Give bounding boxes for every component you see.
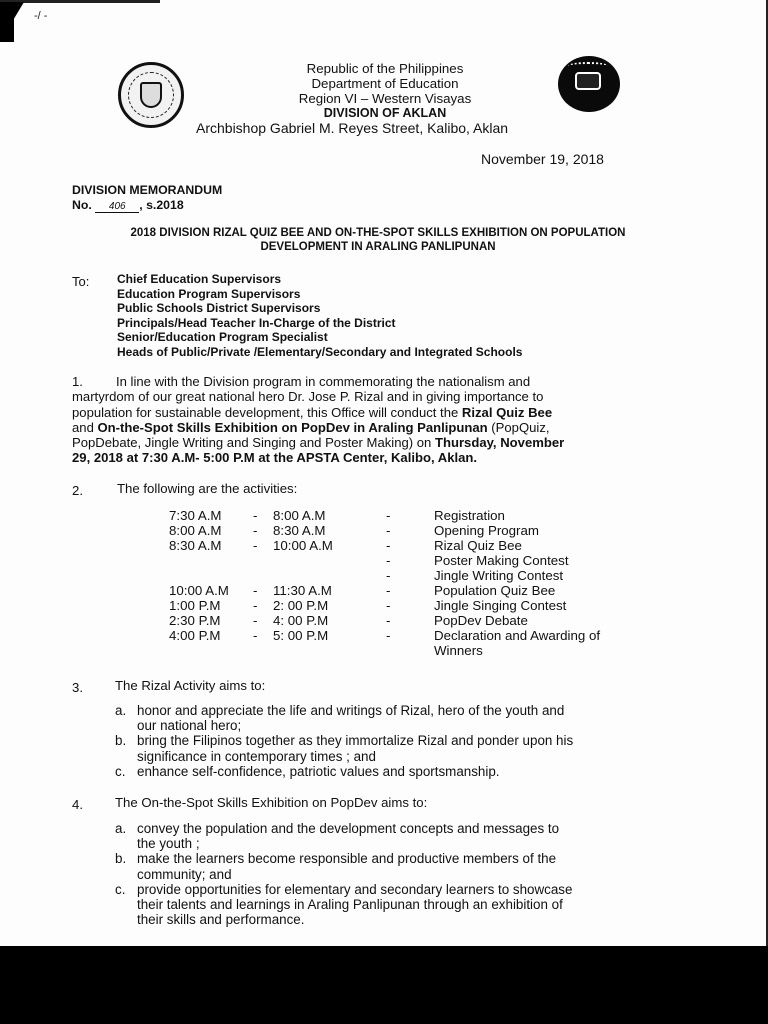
schedule-row (160, 583, 660, 598)
recipient: Chief Education Supervisors (117, 272, 282, 286)
schedule-row (160, 628, 660, 643)
schedule-dash: - (386, 538, 391, 553)
paragraph-1-text: and (72, 419, 98, 435)
header-republic: Republic of the Philippines (306, 61, 464, 76)
paragraph-1-bold: On-the-Spot Skills Exhibition on PopDev in Araling Panlipunan (97, 419, 488, 435)
schedule-row (160, 553, 660, 568)
deped-seal-icon (118, 62, 184, 128)
schedule-row (160, 508, 660, 523)
paragraph-1-text: population for sustainable development, this Office will conduct the (72, 404, 462, 420)
list-item-line: our national hero; (137, 718, 242, 734)
schedule-end: 5: 00 P.M (273, 628, 329, 643)
list-item-line: enhance self-confidence, patriotic values and sportsmanship. (137, 763, 500, 779)
list-item-letter: b. (115, 851, 127, 867)
header-region: Region VI – Western Visayas (298, 91, 472, 106)
memo-number-value: 406 (95, 201, 139, 213)
schedule-dash: - (253, 628, 258, 643)
schedule-dash: - (386, 523, 391, 538)
recipient: Heads of Public/Private /Elementary/Secondary and Integrated Schools (117, 344, 523, 359)
list-item-line: significance in contemporary times ; and (137, 748, 376, 764)
schedule-end: 2: 00 P.M (273, 598, 329, 613)
paragraph-1-text: (PopQuiz, (487, 419, 550, 435)
schedule-row (160, 538, 660, 553)
paragraph-1-text: In line with the Division program in commemorating the nationalism and (116, 374, 531, 389)
popdev-aims-list (115, 821, 685, 927)
memo-series: , s.2018 (139, 198, 184, 212)
list-item-line: community; and (137, 866, 232, 882)
list-item-line: make the learners become responsible and productive members of the (137, 851, 557, 867)
recipients-list (117, 272, 522, 360)
schedule-activity: Opening Program (434, 523, 539, 538)
schedule-activity: Poster Making Contest (434, 553, 569, 568)
schedule-activity: Population Quiz Bee (434, 583, 556, 598)
schedule-start: 8:30 A.M (169, 538, 222, 553)
rizal-aims-list (115, 703, 685, 779)
schedule-dash: - (386, 628, 391, 643)
scan-corner-triangle (0, 2, 24, 42)
header-department: Department of Education (311, 76, 459, 91)
list-item-line: the youth ; (137, 836, 200, 852)
list-item (115, 851, 685, 881)
seal-shield-icon (140, 82, 162, 108)
list-item-letter: b. (115, 733, 127, 749)
recipient: Public Schools District Supervisors (117, 301, 321, 316)
paragraph-3-number: 3. (72, 680, 83, 695)
recipient: Senior/Education Program Specialist (117, 330, 328, 345)
schedule-dash: - (253, 538, 258, 553)
list-item-line: honor and appreciate the life and writings of Rizal, hero of the youth and (137, 703, 565, 718)
paragraph-1-bold: 29, 2018 at 7:30 A.M- 5:00 P.M at the APSTA Center, Kalibo, Aklan. (72, 450, 478, 466)
paragraph-1-line (72, 435, 684, 450)
memo-title: DIVISION MEMORANDUM (72, 183, 223, 197)
list-item (115, 882, 685, 928)
list-item-line: their skills and performance. (137, 912, 305, 928)
memo-number-label: No. (72, 198, 92, 212)
schedule-end: 8:30 A.M (273, 523, 326, 538)
list-item (115, 821, 685, 851)
schedule-activity: Jingle Singing Contest (434, 598, 567, 613)
paragraph-1-line (72, 450, 684, 465)
recipient: Principals/Head Teacher In-Charge of the District (117, 315, 396, 330)
schedule-end: 10:00 A.M (273, 538, 333, 553)
list-item-letter: a. (115, 703, 127, 718)
schedule-dash: - (386, 613, 391, 628)
paragraph-1-number: 1. (72, 374, 83, 389)
schedule-start: 8:00 A.M (169, 523, 222, 538)
list-item-letter: c. (115, 881, 126, 897)
scribble-mark: -/ - (34, 10, 48, 22)
list-item (115, 764, 685, 779)
schedule-dash: - (253, 598, 258, 613)
schedule-start: 1:00 P.M (169, 598, 221, 613)
list-item (115, 703, 685, 733)
to-label: To: (72, 274, 90, 289)
schedule-activity: Registration (434, 508, 505, 523)
schedule-dash: - (386, 553, 391, 568)
schedule-start: 4:00 P.M (169, 628, 221, 643)
list-item-line: convey the population and the development concepts and messages to (137, 821, 560, 836)
scan-edge-line (0, 0, 160, 3)
schedule-activity: Rizal Quiz Bee (434, 538, 522, 553)
paragraph-1 (72, 374, 684, 466)
recipient: Education Program Supervisors (117, 286, 301, 301)
schedule-dash: - (386, 598, 391, 613)
paragraph-2-text: The following are the activities: (117, 481, 298, 496)
list-item (115, 733, 685, 763)
paragraph-1-text: PopDebate, Jingle Writing and Singing and Poster Making) on (72, 435, 435, 451)
schedule-end: 11:30 A.M (273, 583, 332, 598)
schedule-dash: - (253, 523, 258, 538)
paragraph-1-line (72, 374, 684, 389)
schedule-activity: Winners (434, 643, 483, 658)
schedule-end: 4: 00 P.M (273, 613, 329, 628)
memo-date: November 19, 2018 (481, 151, 604, 167)
paragraph-3-text: The Rizal Activity aims to: (115, 678, 266, 693)
list-item-letter: c. (115, 763, 126, 779)
paragraph-4-text: The On-the-Spot Skills Exhibition on PopDev aims to: (115, 795, 428, 810)
subject-line-2: DEVELOPMENT IN ARALING PANLIPUNAN (260, 241, 496, 253)
schedule-start: 10:00 A.M (169, 583, 229, 598)
scan-bottom-band (0, 946, 768, 1024)
schedule-row (160, 613, 660, 628)
schedule-row (160, 568, 660, 583)
schedule-row (160, 598, 660, 613)
schedule-start: 2:30 P.M (169, 613, 221, 628)
schedule-dash: - (253, 583, 258, 598)
subject-line-1: 2018 DIVISION RIZAL QUIZ BEE AND ON-THE-SPOT SKILLS EXHIBITION ON POPULATION (130, 227, 626, 239)
schedule-activity: Declaration and Awarding of (434, 628, 601, 643)
paragraph-1-line (72, 420, 684, 435)
schedule-start: 7:30 A.M (169, 508, 222, 523)
list-item-letter: a. (115, 821, 127, 836)
list-item-line: their talents and learnings in Araling Panlipunan through an exhibition of (137, 897, 563, 913)
schedule-dash: - (386, 568, 391, 583)
header-division: DIVISION OF AKLAN (323, 106, 447, 120)
paragraph-1-line (72, 405, 684, 420)
schedule-dash: - (386, 508, 391, 523)
paragraph-4-number: 4. (72, 797, 83, 812)
schedule-row (160, 523, 660, 538)
paragraph-1-line: martyrdom of our great national hero Dr. Jose P. Rizal and in giving importance to (72, 389, 544, 405)
schedule-activity: PopDev Debate (434, 613, 528, 628)
paragraph-1-bold: Rizal Quiz Bee (461, 404, 553, 420)
schedule-table (160, 508, 660, 658)
schedule-end: 8:00 A.M (273, 508, 326, 523)
schedule-activity: Jingle Writing Contest (434, 568, 564, 583)
paragraph-2-number: 2. (72, 483, 83, 498)
list-item-line: provide opportunities for elementary and secondary learners to showcase (137, 881, 573, 897)
memo-number (72, 198, 184, 213)
schedule-dash: - (386, 583, 391, 598)
schedule-row (160, 643, 660, 658)
list-item-line: bring the Filipinos together as they immortalize Rizal and ponder upon his (137, 733, 574, 749)
paragraph-1-bold: Thursday, November (434, 435, 565, 451)
schedule-dash: - (253, 508, 258, 523)
schedule-dash: - (253, 613, 258, 628)
header-address: Archbishop Gabriel M. Reyes Street, Kalibo, Aklan (196, 120, 509, 136)
